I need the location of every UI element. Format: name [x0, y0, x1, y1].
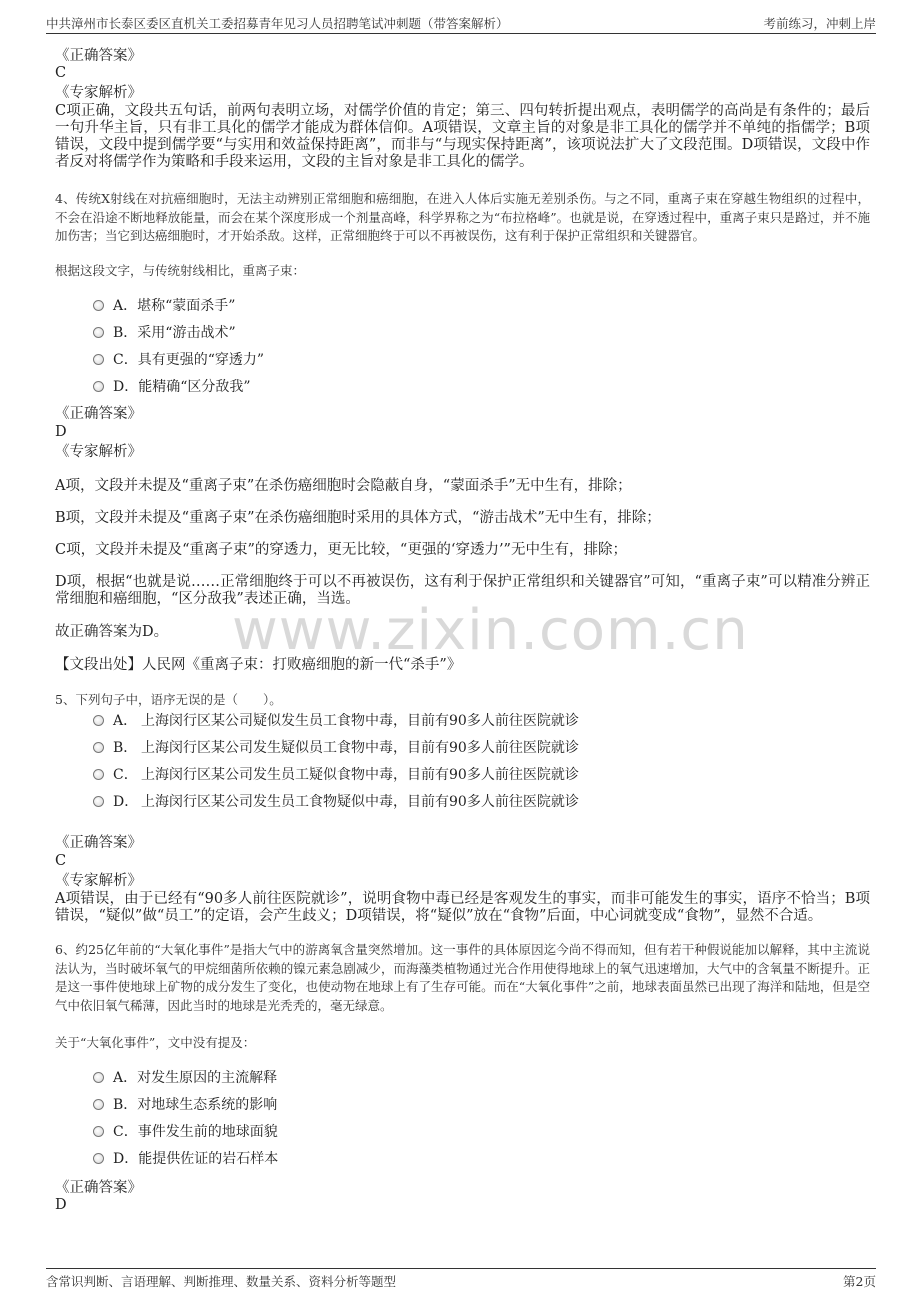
q4-analysis-c: C项，文段并未提及“重离子束”的穿透力，更无比较，“更强的‘穿透力’”无中生有，排除；	[55, 542, 627, 558]
q4-option-b-text: B．采用“游击战术”	[113, 325, 236, 341]
radio-icon[interactable]	[93, 715, 104, 726]
page-header	[46, 12, 876, 34]
q6-answer-label: 《正确答案》	[55, 1180, 142, 1196]
q6-option-d[interactable]	[93, 1150, 278, 1168]
q5-option-d-label: D．	[113, 794, 139, 810]
q5-option-b[interactable]	[93, 739, 579, 757]
header-slogan: 考前练习，冲刺上岸	[763, 16, 876, 31]
q3-answer-label: 《正确答案》	[55, 48, 142, 64]
q5-option-a-text: 上海闵行区某公司疑似发生员工食物中毒，目前有90多人前往医院就诊	[141, 713, 579, 729]
radio-icon[interactable]	[93, 1099, 104, 1110]
q6-option-b[interactable]	[93, 1096, 277, 1114]
radio-icon[interactable]	[93, 769, 104, 780]
q6-option-d-text: D．能提供佐证的岩石样本	[113, 1151, 279, 1167]
q5-option-a[interactable]	[93, 712, 579, 730]
page-footer	[46, 1268, 876, 1290]
q3-analysis-label: 《专家解析》	[55, 85, 142, 101]
q4-option-b[interactable]	[93, 324, 236, 342]
footer-categories: 含常识判断、言语理解、判断推理、数量关系、资料分析等题型	[46, 1274, 397, 1289]
q5-stem: 5、下列句子中，语序无误的是（ ）。	[55, 692, 282, 707]
q5-option-c[interactable]	[93, 766, 579, 784]
page-number: 第2页	[843, 1274, 876, 1289]
q3-analysis: C项正确，文段共五句话，前两句表明立场，对儒学价值的肯定；第三、四句转折提出观点，表明儒学的高尚是有条件的；最后一句升华主旨，只有非工具化的儒学才能成为群体信仰。A项错误，文章主旨的对象是非工具化的儒学并不单纯的指儒学；B项错误，文段中提到儒学要“与实用和效益保持距离”，而非与“与现实保持距离”，该项说法扩大了文段范围。D项错误，文段中作者反对将儒学作为策略和手段来运用，文段的主旨对象是非工具化的儒学。	[55, 103, 870, 170]
q4-analysis-b: B项，文段并未提及“重离子束”在杀伤癌细胞时采用的具体方式，“游击战术”无中生有，排除；	[55, 510, 661, 526]
q4-option-a[interactable]	[93, 297, 235, 315]
q5-answer: C	[55, 853, 67, 869]
radio-icon[interactable]	[93, 1153, 104, 1164]
q4-conclusion: 故正确答案为D。	[55, 624, 169, 640]
radio-icon[interactable]	[93, 381, 104, 392]
q4-option-d-text: D．能精确“区分敌我”	[113, 379, 251, 395]
q4-answer: D	[55, 424, 67, 440]
radio-icon[interactable]	[93, 742, 104, 753]
radio-icon[interactable]	[93, 1072, 104, 1083]
q4-option-d[interactable]	[93, 378, 251, 396]
q4-answer-label: 《正确答案》	[55, 406, 142, 422]
radio-icon[interactable]	[93, 1126, 104, 1137]
q6-question: 关于“大氧化事件”，文中没有提及：	[55, 1035, 256, 1050]
radio-icon[interactable]	[93, 354, 104, 365]
q4-option-c[interactable]	[93, 351, 264, 369]
q5-option-d-text: 上海闵行区某公司发生员工食物疑似中毒，目前有90多人前往医院就诊	[141, 794, 579, 810]
q4-analysis-label: 《专家解析》	[55, 444, 142, 460]
q4-option-a-text: A．堪称“蒙面杀手”	[113, 298, 236, 314]
q4-analysis-d: D项，根据“也就是说……正常细胞终于可以不再被误伤，这有利于保护正常组织和关键器官”可知，“重离子束”可以精准分辨正常细胞和癌细胞，“区分敌我”表述正确，当选。	[55, 574, 870, 607]
q5-option-d[interactable]	[93, 793, 579, 811]
q4-question: 根据这段文字，与传统射线相比，重离子束：	[55, 263, 306, 278]
q4-source: 【文段出处】人民网《重离子束：打败癌细胞的新一代“杀手”》	[55, 657, 462, 673]
document-title: 中共漳州市长泰区委区直机关工委招募青年见习人员招聘笔试冲刺题（带答案解析）	[46, 16, 509, 31]
q3-answer: C	[55, 65, 67, 81]
q4-stem: 4、传统X射线在对抗癌细胞时，无法主动辨别正常细胞和癌细胞，在进入人体后实施无差别杀伤。与之不同，重离子束在穿越生物组织的过程中，不会在沿途不断地释放能量，而会在某个深度形成一个剂量高峰，科学界称之为“布拉格峰”。也就是说，在穿透过程中，重离子束只是路过，并不施加伤害；当它到达癌细胞时，才开始杀敌。这样，正常细胞终于可以不再被误伤，这有利于保护正常组织和关键器官。	[55, 191, 870, 243]
q4-option-c-text: C．具有更强的“穿透力”	[113, 352, 265, 368]
q5-option-c-label: C．	[113, 767, 138, 783]
radio-icon[interactable]	[93, 796, 104, 807]
q6-option-b-text: B．对地球生态系统的影响	[113, 1097, 278, 1113]
q5-analysis-label: 《专家解析》	[55, 873, 142, 889]
q5-option-b-text: 上海闵行区某公司发生疑似员工食物中毒，目前有90多人前往医院就诊	[141, 740, 579, 756]
q5-option-b-label: B．	[113, 740, 138, 756]
q6-option-c[interactable]	[93, 1123, 278, 1141]
q6-answer: D	[55, 1197, 67, 1213]
q6-stem: 6、约25亿年前的“大氧化事件”是指大气中的游离氧含量突然增加。这一事件的具体原因迄今尚不得而知，但有若干种假说能加以解释，其中主流说法认为，当时破坏氧气的甲烷细菌所依赖的镍元素急剧减少，而海藻类植物通过光合作用使得地球上的氧气迅速增加，大气中的含氧量不断提升。正是这一事件使地球上矿物的成分发生了变化，也使动物在地球上有了生存可能。而在“大氧化事件”之前，地球表面虽然已出现了海洋和陆地，但是空气中依旧氧气稀薄，因此当时的地球是光秃秃的，毫无绿意。	[55, 942, 870, 1013]
radio-icon[interactable]	[93, 327, 104, 338]
q6-option-a-text: A．对发生原因的主流解释	[113, 1070, 278, 1086]
q6-option-c-text: C．事件发生前的地球面貌	[113, 1124, 278, 1140]
watermark: www.zixin.com.cn	[232, 598, 749, 663]
q6-option-a[interactable]	[93, 1069, 277, 1087]
q5-option-c-text: 上海闵行区某公司发生员工疑似食物中毒，目前有90多人前往医院就诊	[141, 767, 579, 783]
q5-option-a-label: A．	[113, 713, 138, 729]
q4-analysis-a: A项，文段并未提及“重离子束”在杀伤癌细胞时会隐蔽自身，“蒙面杀手”无中生有，排除；	[55, 478, 632, 494]
q5-answer-label: 《正确答案》	[55, 835, 142, 851]
q5-analysis: A项错误，由于已经有“90多人前往医院就诊”，说明食物中毒已经是客观发生的事实，而非可能发生的事实，语序不恰当；B项错误，“疑似”做“员工”的定语，会产生歧义；D项错误，将“疑似”放在“食物”后面，中心词就变成“食物”，显然不合适。	[55, 891, 870, 924]
radio-icon[interactable]	[93, 300, 104, 311]
